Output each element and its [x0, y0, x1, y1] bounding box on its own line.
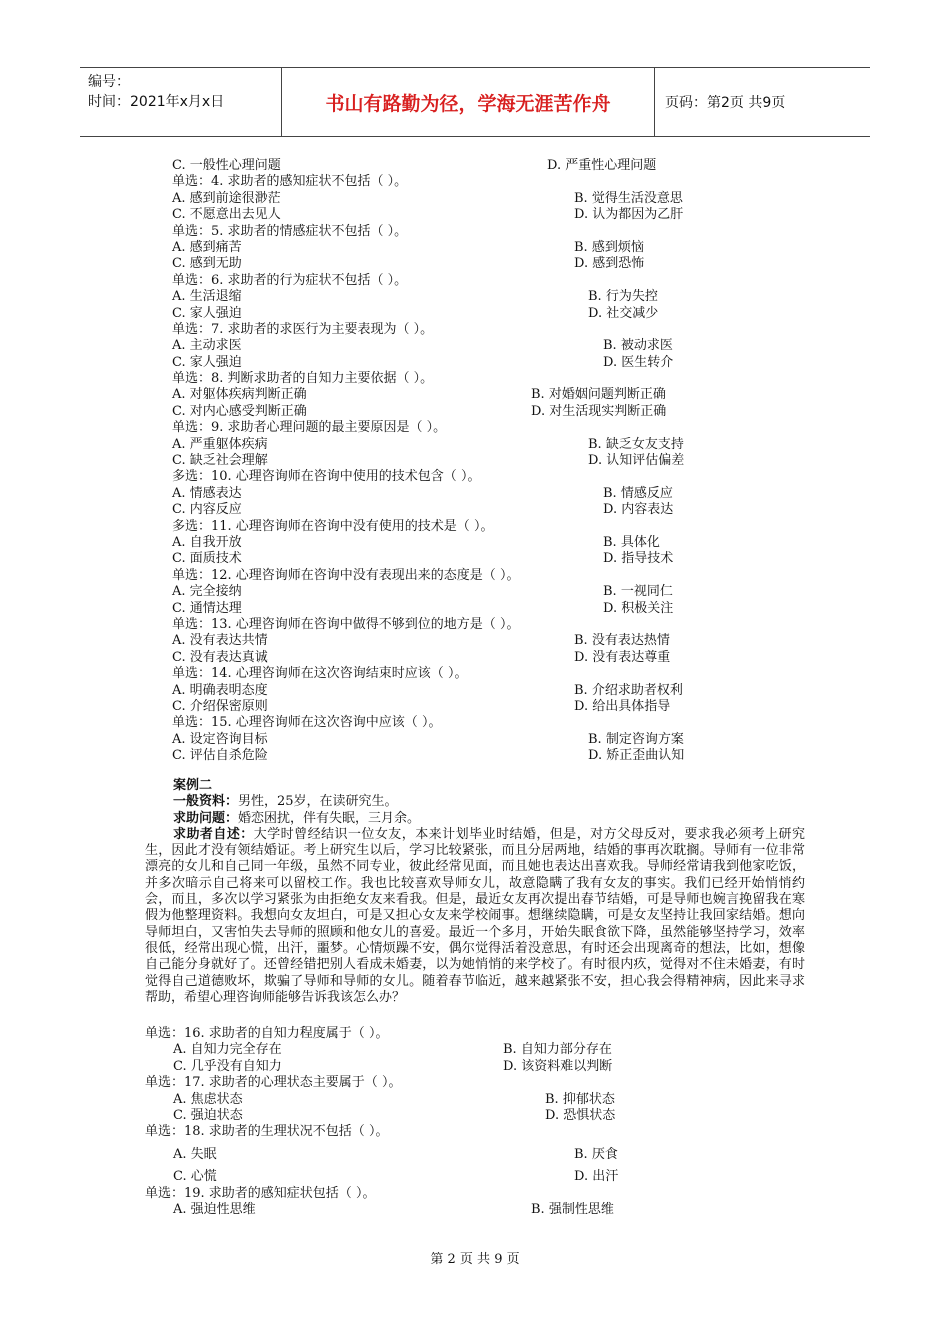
- option-left: A. 严重躯体疾病: [172, 436, 268, 452]
- problem-label: 求助问题：: [173, 810, 239, 826]
- option-row: [172, 191, 812, 207]
- option-row: [172, 240, 812, 256]
- question-stem: 单选：5. 求助者的情感症状不包括（ ）。: [172, 223, 408, 239]
- self-statement: [145, 827, 805, 1006]
- option-row: [172, 207, 812, 223]
- option-left: A. 强迫性思维: [173, 1201, 256, 1217]
- option-right: B. 介绍求助者权利: [574, 682, 683, 698]
- option-right: D. 内容表达: [603, 502, 674, 518]
- header-meta: [80, 68, 282, 136]
- option-left: C. 家人强迫: [172, 305, 242, 321]
- option-right: B. 一视同仁: [603, 584, 673, 600]
- option-left: C. 介绍保密原则: [172, 698, 268, 714]
- option-left: A. 感到痛苦: [172, 239, 242, 255]
- date-label: 时间：2021年x月x日: [88, 94, 225, 110]
- option-left: C. 几乎没有自知力: [173, 1058, 282, 1074]
- option-right: D. 积极关注: [603, 600, 674, 616]
- question-stem: 单选：17. 求助者的心理状态主要属于（ ）。: [145, 1075, 402, 1091]
- general-label: 一般资料：: [173, 794, 239, 810]
- option-left: A. 自我开放: [172, 534, 242, 550]
- question-stem: 单选：16. 求助者的自知力程度属于（ ）。: [145, 1026, 389, 1041]
- option-right: B. 强制性思维: [531, 1201, 614, 1217]
- option-left: A. 自知力完全存在: [173, 1042, 282, 1058]
- self-text: 大学时曾经结识一位女友，本来计划毕业时结婚，但是，对方父母反对，要求我必须考上研究生，因此才没有领结婚证。考上研究生以后，学习比较紧张，而且分居两地，结婚的事再次耽搁。导师有一位非常漂亮的女儿和自己同一年级，虽然不同专业，彼此经常见面，而且她也表达出喜欢我。导师经常请我到他家吃饭，并多次暗示自己将来可以留校工作。我也比较喜欢导师女儿，故意隐瞒了我有女友的事实。我们已经开始悄悄约会，而且，多次以学习紧张为由拒绝女友来看我。但是，最近女友再次提出春节结婚，可是导师也婉言挽留我在寒假为他整理资料。我想向女友坦白，可是又担心女友来学校闹事。想继续隐瞒，可是女友坚持让我回家结婚。想向导师坦白，又害怕失去导师的照顾和他女儿的喜爱。最近一个多月，开始失眠食欲下降，虽然能够坚持学习，效率很低，经常出现心慌，出汗，噩梦。心情烦躁不安，偶尔觉得活着没意思，有时还会出现离奇的想法，比如，想像自己能分身就好了。还曾经错把别人看成未婚妻，以为她悄悄的来学校了。有时很内疚，觉得对不住未婚妻，有时觉得自己道德败坏，欺骗了导师和导师的女儿。随着春节临近，越来越紧张不安，担心我会得精神病，因此来寻求帮助，希望心理咨询师能够告诉我该怎么办？: [145, 826, 805, 1005]
- option-row: [145, 1092, 805, 1108]
- question-stem: 单选：4. 求助者的感知症状不包括（ ）。: [172, 174, 408, 190]
- option-right: B. 厌食: [574, 1146, 618, 1162]
- option-right: D. 认为都因为乙肝: [574, 207, 684, 223]
- option-row: [145, 1108, 805, 1124]
- option-right: D. 认知评估偏差: [588, 453, 685, 469]
- option-left: C. 感到无助: [172, 256, 242, 272]
- option-row: [145, 1147, 805, 1163]
- option-left: C. 家人强迫: [172, 354, 242, 370]
- option-left: C. 没有表达真诚: [172, 649, 268, 665]
- option-right: D. 矫正歪曲认知: [588, 748, 685, 764]
- option-row: [172, 601, 812, 617]
- option-right: B. 具体化: [603, 534, 660, 550]
- option-row: [172, 535, 812, 551]
- option-left: A. 明确表明态度: [172, 682, 268, 698]
- option-left: C. 不愿意出去见人: [172, 207, 281, 223]
- option-row: [172, 683, 812, 699]
- problem-text: 婚恋困扰，伴有失眠，三月余。: [238, 810, 421, 826]
- question-block-1: [172, 158, 812, 764]
- option-right: B. 缺乏女友支持: [588, 436, 684, 452]
- option-left: A. 焦虑状态: [173, 1091, 243, 1107]
- option-left: A. 设定咨询目标: [172, 731, 268, 747]
- option-row: [172, 453, 812, 469]
- option-right: D. 医生转介: [603, 354, 674, 370]
- option-right: B. 觉得生活没意思: [574, 190, 683, 206]
- option-row: [172, 404, 812, 420]
- option-left: C. 通情达理: [172, 600, 242, 616]
- question-stem: 单选：15. 心理咨询师在这次咨询中应该（ ）。: [172, 715, 442, 731]
- option-row: [172, 551, 812, 567]
- option-row: [172, 699, 812, 715]
- general-info: [145, 794, 805, 810]
- option-right: B. 行为失控: [588, 289, 658, 305]
- option-right: B. 制定咨询方案: [588, 731, 684, 747]
- header-motto: 书山有路勤为径，学海无涯苦作舟: [282, 68, 655, 136]
- option-row: [172, 338, 812, 354]
- general-text: 男性，25岁，在读研究生。: [238, 794, 398, 810]
- help-problem: [145, 811, 805, 827]
- option-row: [145, 1202, 805, 1218]
- option-row: [172, 387, 812, 403]
- case-two: [145, 778, 805, 1006]
- option-row: [172, 437, 812, 453]
- option-right: D. 指导技术: [603, 551, 674, 567]
- option-row: [172, 650, 812, 666]
- option-left: A. 完全接纳: [172, 584, 242, 600]
- option-left: A. 主动求医: [172, 338, 242, 354]
- option-left: C. 内容反应: [172, 502, 242, 518]
- question-stem: 单选：19. 求助者的感知症状包括（ ）。: [145, 1185, 376, 1201]
- number-label: 编号：: [88, 74, 130, 90]
- option-right: B. 被动求医: [603, 338, 673, 354]
- case-title: 案例二: [173, 778, 213, 793]
- option-row: [145, 1042, 805, 1058]
- option-row: [172, 633, 812, 649]
- question-stem: 单选：13. 心理咨询师在咨询中做得不够到位的地方是（ ）。: [172, 616, 520, 632]
- option-right: D. 没有表达尊重: [574, 649, 671, 665]
- header-page-label: 页码：第2页 共9页: [665, 95, 786, 111]
- self-label: 求助者自述：: [173, 826, 254, 842]
- question-stem: 单选：6. 求助者的行为症状不包括（ ）。: [172, 272, 408, 288]
- option-row: [172, 584, 812, 600]
- option-left: C. 对内心感受判断正确: [172, 403, 307, 419]
- option-left: A. 失眠: [173, 1146, 217, 1162]
- question-stem: 单选：12. 心理咨询师在咨询中没有表现出来的态度是（ ）。: [172, 567, 520, 583]
- option-right: B. 抑郁状态: [545, 1091, 615, 1107]
- option-row: [172, 355, 812, 371]
- option-row: [172, 289, 812, 305]
- question-stem: 多选：10. 心理咨询师在咨询中使用的技术包含（ ）。: [172, 469, 481, 485]
- option-left: C. 缺乏社会理解: [172, 453, 268, 469]
- page-header: [80, 67, 870, 137]
- option-row: [172, 732, 812, 748]
- question-stem: 单选：18. 求助者的生理状况不包括（ ）。: [145, 1124, 389, 1140]
- option-right: D. 该资料难以判断: [503, 1058, 613, 1074]
- option-row: [172, 158, 812, 174]
- option-left: A. 情感表达: [172, 485, 242, 501]
- question-stem: 单选：7. 求助者的求医行为主要表现为（ ）。: [172, 321, 434, 337]
- page-footer: 第 2 页 共 9 页: [430, 1252, 520, 1267]
- question-stem: 单选：8. 判断求助者的自知力主要依据（ ）。: [172, 371, 434, 387]
- option-left: A. 对躯体疾病判断正确: [172, 387, 307, 403]
- option-right: B. 对婚姻问题判断正确: [531, 387, 666, 403]
- option-left: C. 心慌: [173, 1169, 217, 1185]
- option-right: D. 感到恐怖: [574, 256, 645, 272]
- option-right: B. 没有表达热情: [574, 633, 670, 649]
- option-right: D. 恐惧状态: [545, 1107, 616, 1123]
- option-left: A. 没有表达共情: [172, 633, 268, 649]
- option-left: A. 感到前途很渺茫: [172, 190, 281, 206]
- option-right: B. 感到烦恼: [574, 239, 644, 255]
- option-row: [145, 1059, 805, 1075]
- option-left: C. 强迫状态: [173, 1107, 243, 1123]
- option-row: [172, 486, 812, 502]
- question-stem: 多选：11. 心理咨询师在咨询中没有使用的技术是（ ）。: [172, 518, 494, 534]
- option-left: C. 面质技术: [172, 551, 242, 567]
- option-left: C. 一般性心理问题: [172, 158, 281, 173]
- option-left: C. 评估自杀危险: [172, 748, 268, 764]
- option-row: [172, 306, 812, 322]
- option-right: B. 自知力部分存在: [503, 1042, 612, 1058]
- option-row: [172, 748, 812, 764]
- option-row: [172, 502, 812, 518]
- option-right: D. 社交减少: [588, 305, 659, 321]
- option-left: A. 生活退缩: [172, 289, 242, 305]
- option-right: D. 出汗: [574, 1169, 619, 1185]
- question-stem: 单选：9. 求助者心理问题的最主要原因是（ ）。: [172, 420, 447, 436]
- question-block-2: [145, 1026, 805, 1218]
- question-stem: 单选：14. 心理咨询师在这次咨询结束时应该（ ）。: [172, 666, 468, 682]
- option-right: D. 严重性心理问题: [547, 158, 657, 173]
- option-right: D. 给出具体指导: [574, 698, 671, 714]
- option-row: [145, 1169, 805, 1185]
- option-right: B. 情感反应: [603, 485, 673, 501]
- option-right: D. 对生活现实判断正确: [531, 403, 667, 419]
- option-row: [172, 256, 812, 272]
